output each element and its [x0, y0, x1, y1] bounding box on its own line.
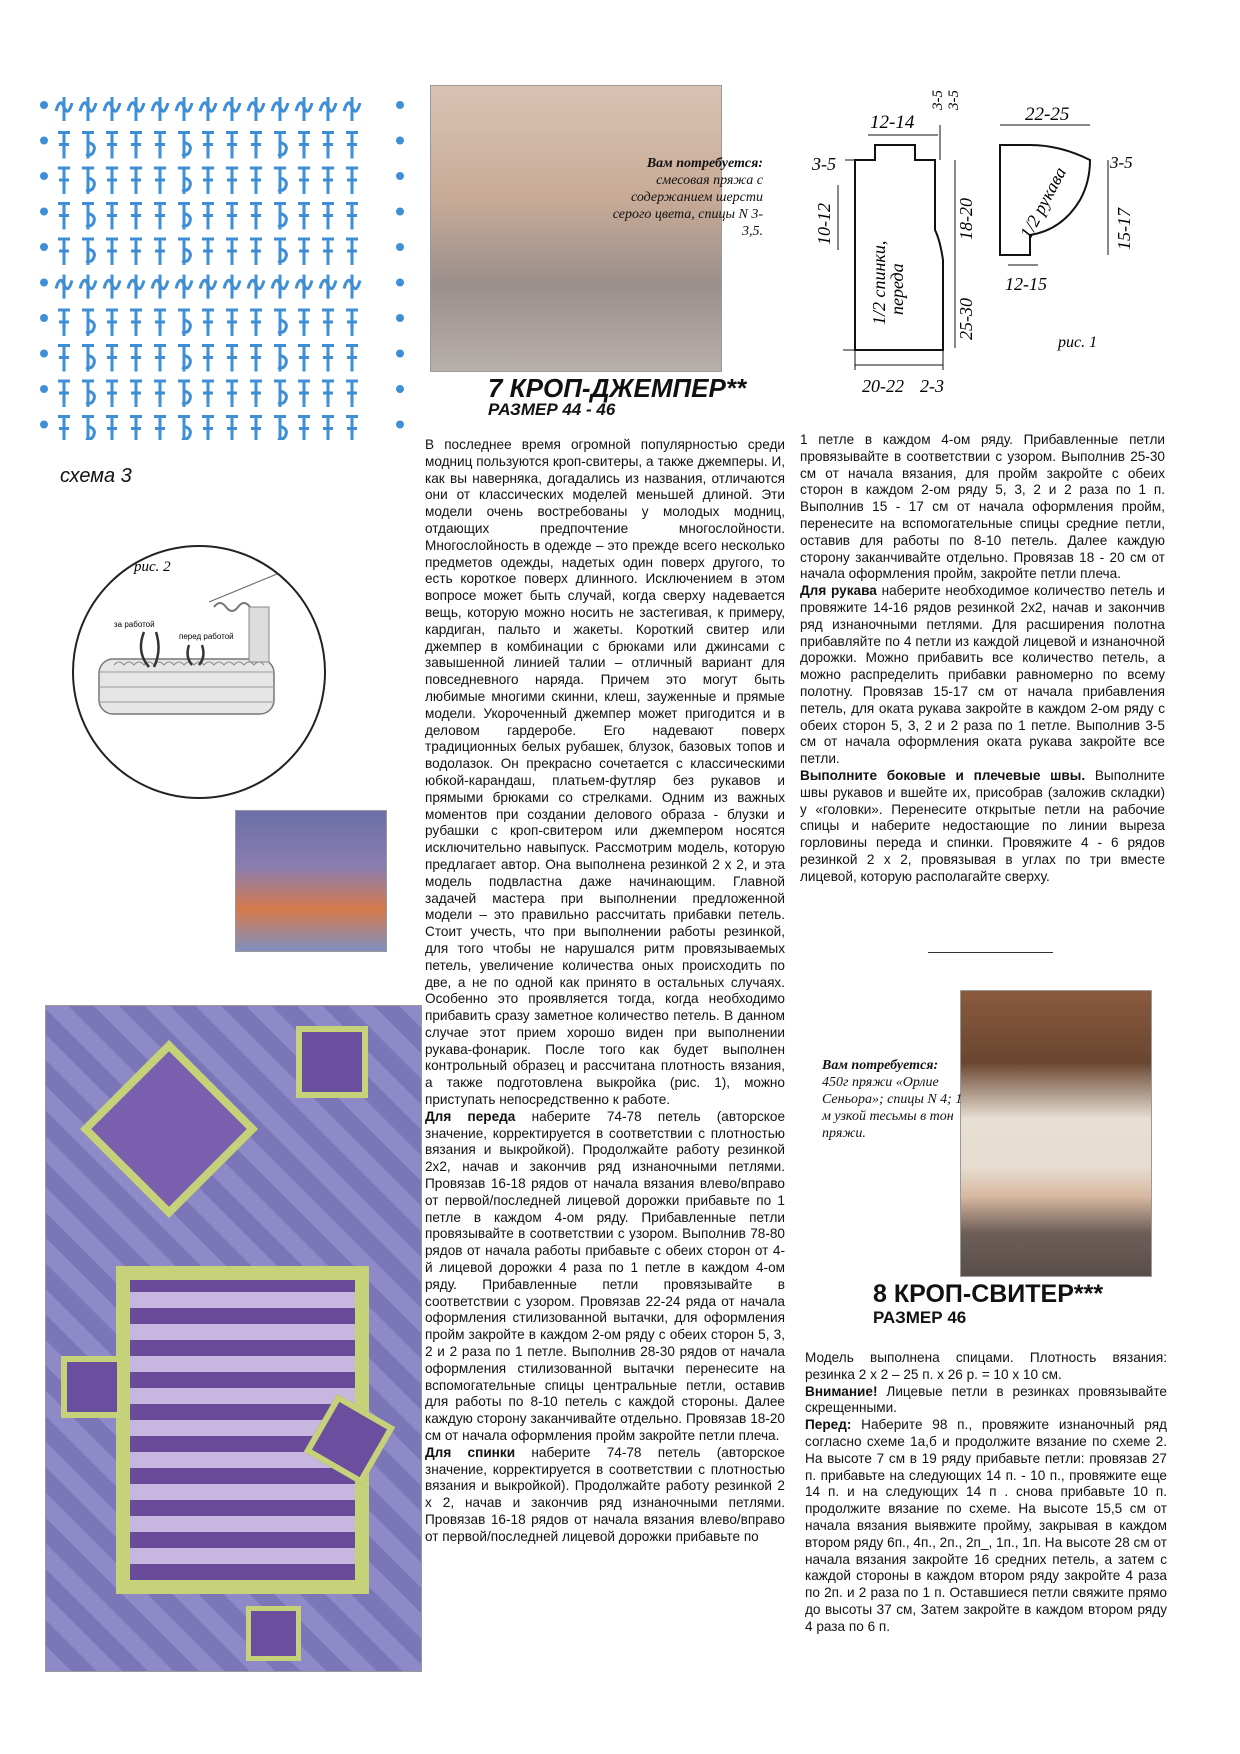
- chain-stitch-dot: [396, 279, 404, 287]
- stitch-symbol: [250, 346, 262, 372]
- stitch-symbol: [226, 168, 238, 194]
- stitch-symbol: [322, 168, 334, 194]
- model-7-back-paragraph: Для спинки наберите 74-78 петель (авторское значение, корректируется в соответствии с плотностью вязания и выкройкой). Продолжайте работу резинкой 2 х 2, начав и закончив ряд изнаночными петлями. Провязав 16-18 рядов от начала вязания влево/вправо от первой/последней лицевой дорожки прибавьте по: [425, 1444, 785, 1544]
- stitch-symbol: [154, 310, 166, 336]
- stitch-symbol: [178, 381, 190, 407]
- model-8-front-paragraph: Перед: Наберите 98 п., провяжите изнаночный ряд согласно схеме 1а,б и продолжите вязание по схеме 2. На высоте 7 см в 19 ряду прибавьте петли: провязав 27 п. прибавьте на следующих 14 п. - 10 п., провяжите еще 14 п. и на следующих 14 п . снова прибавьте 10 п. продолжите вязание по схеме. На высоте 15,5 см от начала вязания выявжите пройму, закрывая в каждом втором ряду 6п., 4п., 2п., 2п_, 1п., 1п. На высоте 28 см от начала вязания закройте 16 средних петель, а затем с каждой стороны в каждом втором ряду закройте 4 раза по 2п. и 2 раза по 1 п. Оставшиеся петли свяжите прямо до высоты 37 см, Затем закройте в каждом втором ряду 4 раза по 6 п.: [805, 1417, 1167, 1634]
- sleeve-label-text: Для рукава: [800, 583, 877, 599]
- stitch-symbol: [128, 275, 144, 299]
- chain-stitch-dot: [40, 137, 48, 145]
- dim-shoulder-b: 3-5: [946, 90, 962, 110]
- stitch-symbol: [106, 168, 118, 194]
- stitch-symbol: [176, 275, 192, 299]
- stitch-symbol: [154, 204, 166, 230]
- model-7-front-paragraph: Для переда наберите 74-78 петель (авторское значение, корректируется в соответствии с плотностью вязания и выкройкой). Продолжайте работу резинкой 2х2, начав и закончив ряд изнаночными петлями. Провязав 16-18 рядов от начала вязания влево/вправо от первой/последней лицевой дорожки прибавьте по 1 петле в каждом 4-ом ряду. Прибавленные петли провязывайте в соответствии с узором. Выполнив 78-80 рядов от начала работы прибавьте с обеих сторон от 4-й лицевой дорожки 4 раза по 1 петле в каждом 4-ом ряду. Прибавленные петли провязывайте в соответствии с узором. Провязав 22-24 ряда от начала оформления стилизованной вытачки, для оформления пройм закройте в каждом 2-ом ряду с обеих сторон 5, 3, 2 и 2 раза по 1 петле. Выполнив 28-30 рядов от начала оформления стилизованной вытачки перенесите на вспомогательные спицы центральные петли, оставив для работы по 8-10 петель с каждой стороны. Далее каждую сторону заканчивайте отдельно. Провязав 18-20 см от начала оформления пройм закройте петли плеча.: [425, 1108, 785, 1444]
- model-7-text-col-1: [425, 437, 785, 1546]
- stitch-symbol: [202, 239, 214, 265]
- stitch-symbol: [130, 381, 142, 407]
- stitch-symbol: [224, 275, 240, 299]
- stitch-symbol: [298, 381, 310, 407]
- stitch-symbol: [320, 97, 336, 121]
- model-7-intro: В последнее время огромной популярностью среди модниц пользуются кроп-свитеры, а также джемперы. И, как вы наверняка, догадались из названия, отличаются они от классических моделей меньшей длиной. Эти модели очень востребованы у молодых модниц, отдающих предпочтение многослойности. Многослойность в одежде – это прежде всего несколько предметов одежды, надетых один поверх другого, то есть короткое поверх длинного. Исключением в этом вопросе может быть случай, когда сверху надевается вещь, которую можно носить не застегивая, к примеру, кардиган, пальто и жакеты. Короткий свитер или джемпер в комбинации с брюками или джинсами с завышенной линией талии – отличный вариант для повседневного наряда. Причем это могут быть любимые многими скинни, клеш, зауженные и прямые модели. Укороченный джемпер может пригодится и в деловом гардеробе. Его надевают поверх традиционных белых рубашек, блузок, базовых топов и водолазок. Он прекрасно сочетается с классическими юбкой-карандаш, платьем-футляр без рукавов и прямыми брюками со стрелками. Одним из важных моментов при создании делового образа - блузки и рубашки с кроп-свитером или джемпером носятся исключительно навыпуск. Рассмотрим модель, которую предлагает автор. Она выполнена резинкой 2 х 2, и эта модель подвластна даже начинающим. Главной задачей мастера при выполнении предложенной модели – это правильно рассчитать прибавки петель. Стоит учесть, что при выполнении работы резинкой, для того чтобы не нарушался ритм провязываемых петель, увеличение количества оных происходить по две, а не по одной как принято в остальных случаях. Особенно это проявляется тогда, когда необходимо прибавить сразу заметное количество петель. В данном случае этот прием хорошо виден при выполнении рукава-фонарик. После того как будет выполнен контрольный образец и рассчитана плотность вязания, а также подготовлена выкройка (рис. 1), можно приступать непосредственно к работе.: [425, 437, 785, 1108]
- attention-label: Внимание!: [805, 1383, 878, 1399]
- stitch-symbol: [322, 346, 334, 372]
- chain-stitch-dot: [40, 421, 48, 429]
- stitch-symbol: [200, 97, 216, 121]
- chain-stitch-dot: [40, 314, 48, 322]
- stitch-symbol: [154, 168, 166, 194]
- stitch-symbol: [298, 133, 310, 159]
- stitch-symbol: [346, 239, 358, 265]
- stitch-symbol: [106, 239, 118, 265]
- stitch-symbol: [250, 133, 262, 159]
- stitch-symbol: [320, 275, 336, 299]
- stitch-symbol: [274, 133, 286, 159]
- model-7-title: 7 КРОП-ДЖЕМПЕР**: [488, 373, 747, 403]
- stitch-symbol: [274, 168, 286, 194]
- model-7-text-col-2: [800, 432, 1165, 886]
- body-label-1: 1/2 спинки,: [869, 240, 889, 325]
- stitch-symbol: [344, 97, 360, 121]
- stitch-symbol: [274, 417, 286, 441]
- stitch-symbol: [106, 204, 118, 230]
- stitch-symbol: [322, 310, 334, 336]
- stitch-symbol: [154, 346, 166, 372]
- chain-stitch-dot: [396, 101, 404, 109]
- stitch-symbol: [250, 417, 262, 441]
- stitch-symbol: [296, 97, 312, 121]
- stitch-symbol: [130, 239, 142, 265]
- stitch-symbol: [298, 310, 310, 336]
- requirements-text: 450г пряжи «Орлие Сеньора»; спицы N 4; 1 м узкой тесьмы в тон пряжи.: [822, 1075, 963, 1141]
- dim-bottom: 20-22: [862, 376, 904, 396]
- body-label-2: переда: [887, 263, 907, 315]
- stitch-symbol: [130, 204, 142, 230]
- stitch-symbol: [178, 133, 190, 159]
- stitch-symbol: [154, 381, 166, 407]
- dim-shoulder-a: 3-5: [930, 90, 946, 110]
- stitch-symbol: [346, 381, 358, 407]
- dim-bottom-edge: 2-3: [920, 376, 944, 396]
- stitch-symbol: [58, 133, 70, 159]
- stitch-symbol: [344, 275, 360, 299]
- stitch-symbol: [58, 310, 70, 336]
- stitch-symbol: [178, 346, 190, 372]
- dim-body-height: 25-30: [956, 298, 976, 340]
- stitch-symbol: [250, 239, 262, 265]
- stitch-symbol: [80, 97, 96, 121]
- seams-label: Выполните боковые и плечевые швы.: [800, 767, 1086, 783]
- stitch-symbol: [202, 417, 214, 441]
- model-8-requirements: [822, 1057, 972, 1142]
- stitch-symbol: [296, 275, 312, 299]
- stitch-symbol: [130, 346, 142, 372]
- front-label: Для переда: [425, 1108, 516, 1124]
- stitch-symbol: [58, 239, 70, 265]
- stitch-symbol: [152, 275, 168, 299]
- stitch-symbol: [82, 204, 94, 230]
- stitch-symbol: [322, 133, 334, 159]
- dim-left-armhole: 3-5: [812, 154, 836, 174]
- stitch-symbol: [346, 417, 358, 441]
- stitch-symbol: [154, 133, 166, 159]
- stitch-symbol: [224, 97, 240, 121]
- chain-stitch-dot: [396, 243, 404, 251]
- chain-stitch-dot: [40, 279, 48, 287]
- stitch-symbol: [346, 310, 358, 336]
- chain-stitch-dot: [40, 208, 48, 216]
- stitch-symbol: [322, 417, 334, 441]
- stitch-symbol: [178, 239, 190, 265]
- requirements-label: Вам потребуется:: [646, 156, 763, 171]
- sleeve-label: 1/2 рукава: [1015, 163, 1071, 242]
- chain-stitch-dot: [40, 350, 48, 358]
- chain-stitch-dot: [396, 421, 404, 429]
- stitch-symbol: [202, 346, 214, 372]
- stitch-symbol: [58, 417, 70, 441]
- stitch-symbol: [58, 381, 70, 407]
- stitch-symbol: [178, 417, 190, 441]
- stitch-symbol: [346, 204, 358, 230]
- stitch-symbol: [226, 133, 238, 159]
- chain-stitch-dot: [396, 172, 404, 180]
- stitch-symbol: [106, 310, 118, 336]
- stitch-symbol: [58, 168, 70, 194]
- model-8-title: 8 КРОП-СВИТЕР***: [873, 1280, 1104, 1308]
- chart-caption: схема 3: [60, 465, 132, 487]
- chain-stitch-dot: [396, 137, 404, 145]
- figure-2-caption: рис. 2: [134, 559, 171, 575]
- chain-stitch-dot: [40, 172, 48, 180]
- stitch-symbol: [82, 239, 94, 265]
- stitch-symbol: [250, 381, 262, 407]
- chain-stitch-dot: [40, 385, 48, 393]
- stitch-symbol: [202, 168, 214, 194]
- stitch-symbol: [82, 168, 94, 194]
- model-photo-hat: [235, 810, 387, 952]
- stitch-symbol: [128, 97, 144, 121]
- model-7-size: РАЗМЕР 44 - 46: [488, 400, 616, 419]
- model-8-photo: [960, 990, 1152, 1277]
- chain-stitch-dot: [40, 101, 48, 109]
- model-7-back-continued: 1 петле в каждом 4-ом ряду. Прибавленные петли провязывайте в соответствии с узором. Выполнив 25-30 см от начала вязания, для пройм закройте с обеих сторон в каждом 2-ом ряду 5, 3, 2 и 2 раза по 1 п. Выполнив 15 - 17 см от начала оформления пройм, перенесите на вспомогательные спицы средние петли, оставив для работы по 8-10 петель. Далее каждую сторону заканчивайте отдельно. Провязав 18 - 20 см от начала оформления пройм, закройте петли плеча.: [800, 432, 1165, 582]
- stitch-symbol: [104, 97, 120, 121]
- stitch-symbol: [298, 417, 310, 441]
- stitch-symbol: [106, 417, 118, 441]
- stitch-symbol: [272, 97, 288, 121]
- back-label: Для спинки: [425, 1444, 516, 1460]
- stitch-symbol: [250, 204, 262, 230]
- stitch-symbol: [274, 346, 286, 372]
- stitch-symbol: [82, 310, 94, 336]
- granny-square-sweater-photo: [45, 1005, 422, 1672]
- stitch-symbol: [248, 97, 264, 121]
- stitch-symbol: [176, 97, 192, 121]
- chain-stitch-dot: [396, 385, 404, 393]
- stitch-symbol: [248, 275, 264, 299]
- chain-stitch-dot: [396, 350, 404, 358]
- crochet-chart: [40, 85, 410, 440]
- dim-sleeve-bottom: 12-15: [1005, 274, 1047, 294]
- label-behind: за работой: [114, 620, 155, 629]
- stitch-symbol: [82, 381, 94, 407]
- dim-armhole-height: 18-20: [956, 198, 976, 240]
- stitch-symbol: [202, 310, 214, 336]
- dim-sleeve-right-top: 3-5: [1110, 153, 1133, 172]
- stitch-symbol: [226, 204, 238, 230]
- stitch-symbol: [80, 275, 96, 299]
- stitch-symbol: [200, 275, 216, 299]
- dim-sleeve-top: 22-25: [1025, 104, 1070, 125]
- stitch-symbol: [274, 381, 286, 407]
- pattern-diagram-fig1: [790, 90, 1170, 410]
- figure-1-caption: рис. 1: [1058, 334, 1098, 351]
- stitch-symbol: [154, 239, 166, 265]
- stitch-symbol: [322, 239, 334, 265]
- model-7-requirements: [595, 155, 763, 240]
- stitch-symbol: [130, 417, 142, 441]
- stitch-symbol: [106, 133, 118, 159]
- model-7-sleeve-paragraph: Для рукава наберите необходимое количество петель и провяжите 14-16 рядов резинкой 2х2, начав и закончив ряд изнаночными петлями. Для расширения полотна прибавляйте по 4 петли из каждой лицевой и изнаночной дорожки. Можно прибавить все количество петель, а можно распределить прибавки равномерно по всему полотну. Провязав 15-17 см от начала прибавления петель, для оката рукава закройте в каждом 2-ом ряду с обеих сторон 5, 3, 2 и 2 раза по 1 петле. Выполнив 3-5 см от начала оформления оката рукава закройте все петли.: [800, 583, 1165, 767]
- stitch-symbol: [178, 310, 190, 336]
- stitch-symbol: [178, 204, 190, 230]
- stitch-symbol: [130, 133, 142, 159]
- stitch-symbol: [226, 417, 238, 441]
- dim-left-side: 10-12: [814, 203, 834, 245]
- label-front: перед работой: [179, 632, 234, 641]
- model-8-attention: Внимание! Лицевые петли в резинках провязывайте скрещенными.: [805, 1383, 1167, 1416]
- model-8-intro: Модель выполнена спицами. Плотность вязания: резинка 2 х 2 – 25 п. х 26 р. = 10 х 10 см.: [805, 1350, 1167, 1382]
- stitch-symbol: [130, 310, 142, 336]
- front-label: Перед:: [805, 1417, 852, 1433]
- stitch-symbol: [226, 381, 238, 407]
- stitch-symbol: [202, 381, 214, 407]
- figure-2-circle: [72, 545, 326, 799]
- figure-2-illustration: [74, 547, 324, 797]
- section-divider: [928, 952, 1053, 953]
- dim-neck-top: 12-14: [870, 112, 915, 133]
- stitch-symbol: [274, 204, 286, 230]
- stitch-symbol: [82, 133, 94, 159]
- stitch-symbol: [272, 275, 288, 299]
- chain-stitch-dot: [396, 314, 404, 322]
- stitch-symbol: [130, 168, 142, 194]
- stitch-symbol: [106, 346, 118, 372]
- requirements-label: Вам потребуется:: [822, 1058, 939, 1073]
- stitch-symbol: [56, 97, 72, 121]
- stitch-symbol: [154, 417, 166, 441]
- stitch-symbol: [226, 239, 238, 265]
- chain-stitch-dot: [396, 208, 404, 216]
- stitch-symbol: [226, 346, 238, 372]
- stitch-symbol: [322, 381, 334, 407]
- stitch-symbol: [346, 168, 358, 194]
- model-8-text: [805, 1350, 1167, 1636]
- stitch-symbol: [82, 346, 94, 372]
- stitch-symbol: [82, 417, 94, 441]
- stitch-symbol: [274, 310, 286, 336]
- stitch-symbol: [226, 310, 238, 336]
- stitch-symbol: [298, 168, 310, 194]
- stitch-symbol: [298, 204, 310, 230]
- stitch-symbol: [202, 204, 214, 230]
- stitch-symbol: [346, 133, 358, 159]
- stitch-symbol: [250, 310, 262, 336]
- stitch-symbol: [322, 204, 334, 230]
- chain-stitch-dot: [40, 243, 48, 251]
- stitch-symbol: [58, 346, 70, 372]
- stitch-symbol: [152, 97, 168, 121]
- stitch-symbol: [250, 168, 262, 194]
- stitch-symbol: [298, 346, 310, 372]
- stitch-symbol: [58, 204, 70, 230]
- stitch-symbol: [346, 346, 358, 372]
- stitch-symbol: [178, 168, 190, 194]
- stitch-symbol: [274, 239, 286, 265]
- model-8-size: РАЗМЕР 46: [873, 1308, 967, 1327]
- stitch-symbol: [104, 275, 120, 299]
- model-7-seams-paragraph: Выполните боковые и плечевые швы. Выполните швы рукавов и вшейте их, присобрав (заложив складки) у «головки». Перенесите открытые петли на рабочие спицы и наберите недостающие по линии выреза горловины переда и спинки. Провяжите 4 - 6 рядов резинкой 2 х 2, провязывая в углах по три вместе лицевой, которую располагайте сверху.: [800, 767, 1165, 884]
- stitch-symbol: [56, 275, 72, 299]
- stitch-symbol: [202, 133, 214, 159]
- dim-sleeve-right: 15-17: [1114, 208, 1134, 250]
- stitch-symbol: [298, 239, 310, 265]
- requirements-text: смесовая пряжа с содержанием шерсти серого цвета, спицы N 3-3,5.: [612, 173, 763, 239]
- stitch-symbol: [106, 381, 118, 407]
